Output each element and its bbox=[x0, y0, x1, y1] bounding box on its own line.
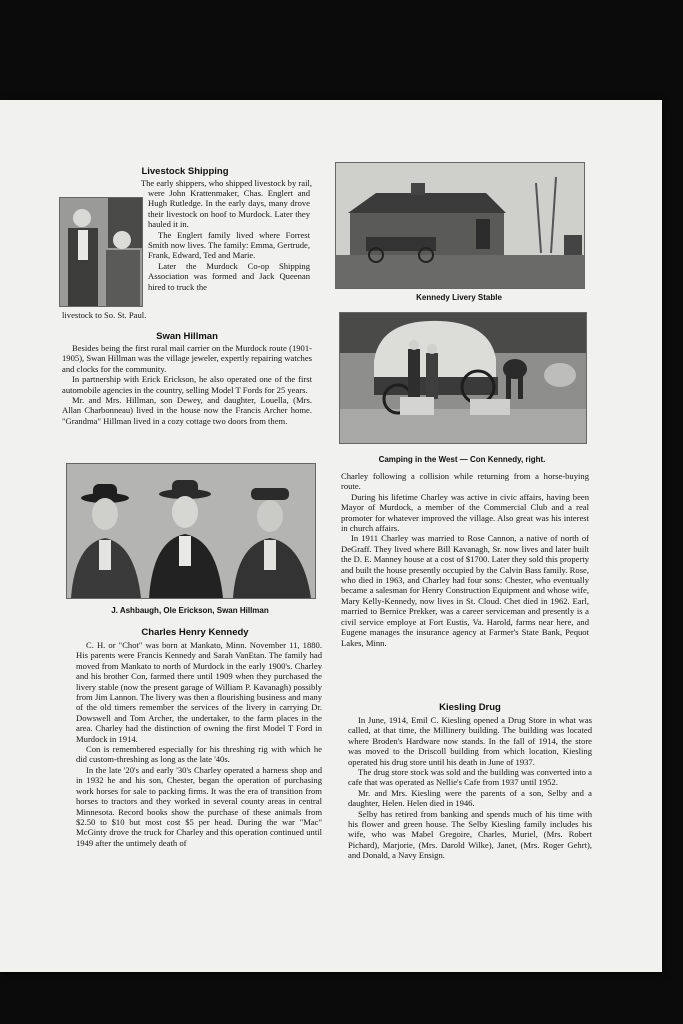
livestock-last-line-text: livestock to So. St. Paul. bbox=[62, 310, 147, 320]
livestock-para-1: were John Krattenmaker, Chas. Englert and Hugh Rutledge. In the early days, many drove their livestock on hoof to Murdock. Later they hauled it in. bbox=[148, 188, 310, 230]
swan-para-3: Mr. and Mrs. Hillman, son Dewey, and daughter, Louella, (Mrs. Allan Charbonneau) lived in the house now the Francis Archer home. "Grandma" Hillman lived in a cozy cottage two doors from them. bbox=[62, 395, 312, 426]
livestock-top-line bbox=[62, 178, 312, 188]
livestock-para-2: The Englert family lived where Forrest Smith now lives. The family: Emma, Gertrude, Frank, Edward, Ted and Marie. bbox=[148, 229, 310, 261]
kennedy-continued-para-2: During his lifetime Charley was active in civic affairs, having been Mayor of Murdock, a member of the Commercial Club and a real promoter for whatever improved the village. Also great was his interest in church affairs. bbox=[341, 491, 589, 534]
couple-photo bbox=[59, 197, 143, 307]
swan-para-1: Besides being the first rural mail carrier on the Murdock route (1901-1905), Swan Hillman was the village jeweler, expertly repairing watches and clocks for the community. bbox=[62, 343, 312, 374]
group-portrait-caption: J. Ashbaugh, Ole Erickson, Swan Hillman bbox=[111, 606, 269, 615]
kiesling-body bbox=[348, 715, 592, 861]
kennedy-para-3: In the late '20's and early '30's Charley operated a harness shop and in 1932 he and his son, Chester, began the operation of purchasing work horses for sale to packing firms. It was the era of transition from horses to tractors and they worked in several county areas in central Minnesota. Record books show the purchase of these animals from $2.50 to $10 but most cost $5 per head. During the war "Mac" McGinty drove the truck for Charley and this operation continued until 1949 after the untimely death of bbox=[76, 764, 322, 848]
kiesling-para-4: Selby has retired from banking and spends much of his time with his flower and green house. The Selby Kiesling family includes his wife, who was Mabel Gregoire, Charles, Muriel, (Mrs. Robert Pichard), Marjorie, (Mrs. Darold Wilke), Janet, (Mrs. Roger Gehrt), and Donald, a Navy Ensign. bbox=[348, 808, 592, 861]
kiesling-para-1: In June, 1914, Emil C. Kiesling opened a Drug Store in what was called, at that time, the Millinery building. The building was located where Broden's Hardware now stands. In the fall of 1914, the store was moved to the Driscoll building from which location, Kiesling operated his drug store until his death in June of 1937. bbox=[348, 715, 592, 767]
kiesling-heading: Kiesling Drug bbox=[439, 702, 501, 713]
kennedy-continued bbox=[341, 471, 589, 648]
swan-body bbox=[62, 343, 312, 426]
swan-heading: Swan Hillman bbox=[156, 331, 218, 342]
kennedy-heading: Charles Henry Kennedy bbox=[141, 627, 249, 638]
livestock-heading: Livestock Shipping bbox=[141, 166, 229, 177]
livestock-last-line bbox=[62, 310, 312, 320]
livery-stable-illustration bbox=[336, 163, 584, 288]
camping-photo bbox=[339, 312, 587, 444]
kennedy-para-1: C. H. or "Chot" was born at Mankato, Minn. November 11, 1880. His parents were Francis Kennedy and Sarah VanEtan. The family had moved from Mankato to north of Murdock in the early 1900's. Charley and his brother Con, farmed there until 1909 when they purchased the livery stable (now the present garage of William P. Kavanagh) possibly from Jim Lannon. The livery was then a flourishing business and many of the old timers remember the services of the livery in carrying Dr. Dowswell and Tom Archer, the undertaker, to the farm places in the area. Charley had the distinction of owning the first Model T Ford in Murdock in 1914. bbox=[76, 640, 322, 744]
livery-stable-photo bbox=[335, 162, 585, 289]
kiesling-para-2: The drug store stock was sold and the building was converted into a cafe that was operated as Nellie's Cafe from 1937 until 1952. bbox=[348, 767, 592, 788]
group-portrait-illustration bbox=[67, 464, 315, 598]
livestock-top-line-text: The early shippers, who shipped livestock by rail, bbox=[140, 178, 312, 188]
kennedy-continued-para-1: Charley following a collision while returning from a horse-buying route. bbox=[341, 471, 589, 492]
livestock-para-3: Later the Murdock Co-op Shipping Association was formed and Jack Queenan hired to truck the bbox=[148, 260, 310, 292]
couple-photo-illustration bbox=[60, 198, 142, 306]
kennedy-para-2: Con is remembered especially for his threshing rig with which he did custom-threshing as long as the late '40s. bbox=[76, 744, 322, 765]
group-portrait-photo bbox=[66, 463, 316, 599]
livery-caption: Kennedy Livery Stable bbox=[416, 293, 502, 302]
livestock-body bbox=[148, 188, 310, 292]
swan-para-2: In partnership with Erick Erickson, he also operated one of the first automobile agencies in the country, selling Model T Fords for 25 years. bbox=[62, 374, 312, 395]
kiesling-para-3: Mr. and Mrs. Kiesling were the parents of a son, Selby and a daughter, Helen. Helen died in 1946. bbox=[348, 787, 592, 809]
kennedy-body bbox=[76, 640, 322, 848]
book-page bbox=[0, 100, 662, 972]
camping-caption: Camping in the West — Con Kennedy, right. bbox=[378, 455, 546, 464]
camping-illustration bbox=[340, 313, 586, 443]
kennedy-continued-para-3: In 1911 Charley was married to Rose Cannon, a native of north of DeGraff. They lived where Bill Kavanagh, Sr. now lives and later built the D. E. Manney house at a cost of $1700. Later they sold this property and built the house presently occupied by the Calvin Bass family. Rose, who died in 1963, and Charley had four sons: Chester, who eventually became a salesman for Henry Construction Equipment and whose wife, Mary Kelly-Kennedy, now lives in St. Cloud. Chet died in 1962. Earl, married to Bernice Prekker, was a career serviceman and presently is a civil service employe at Fort Eustis, Va. Harold, farms near here, and Eugene manages the insurance agency at Farmer's State Bank, Pequot Lakes, Minn. bbox=[341, 533, 589, 648]
